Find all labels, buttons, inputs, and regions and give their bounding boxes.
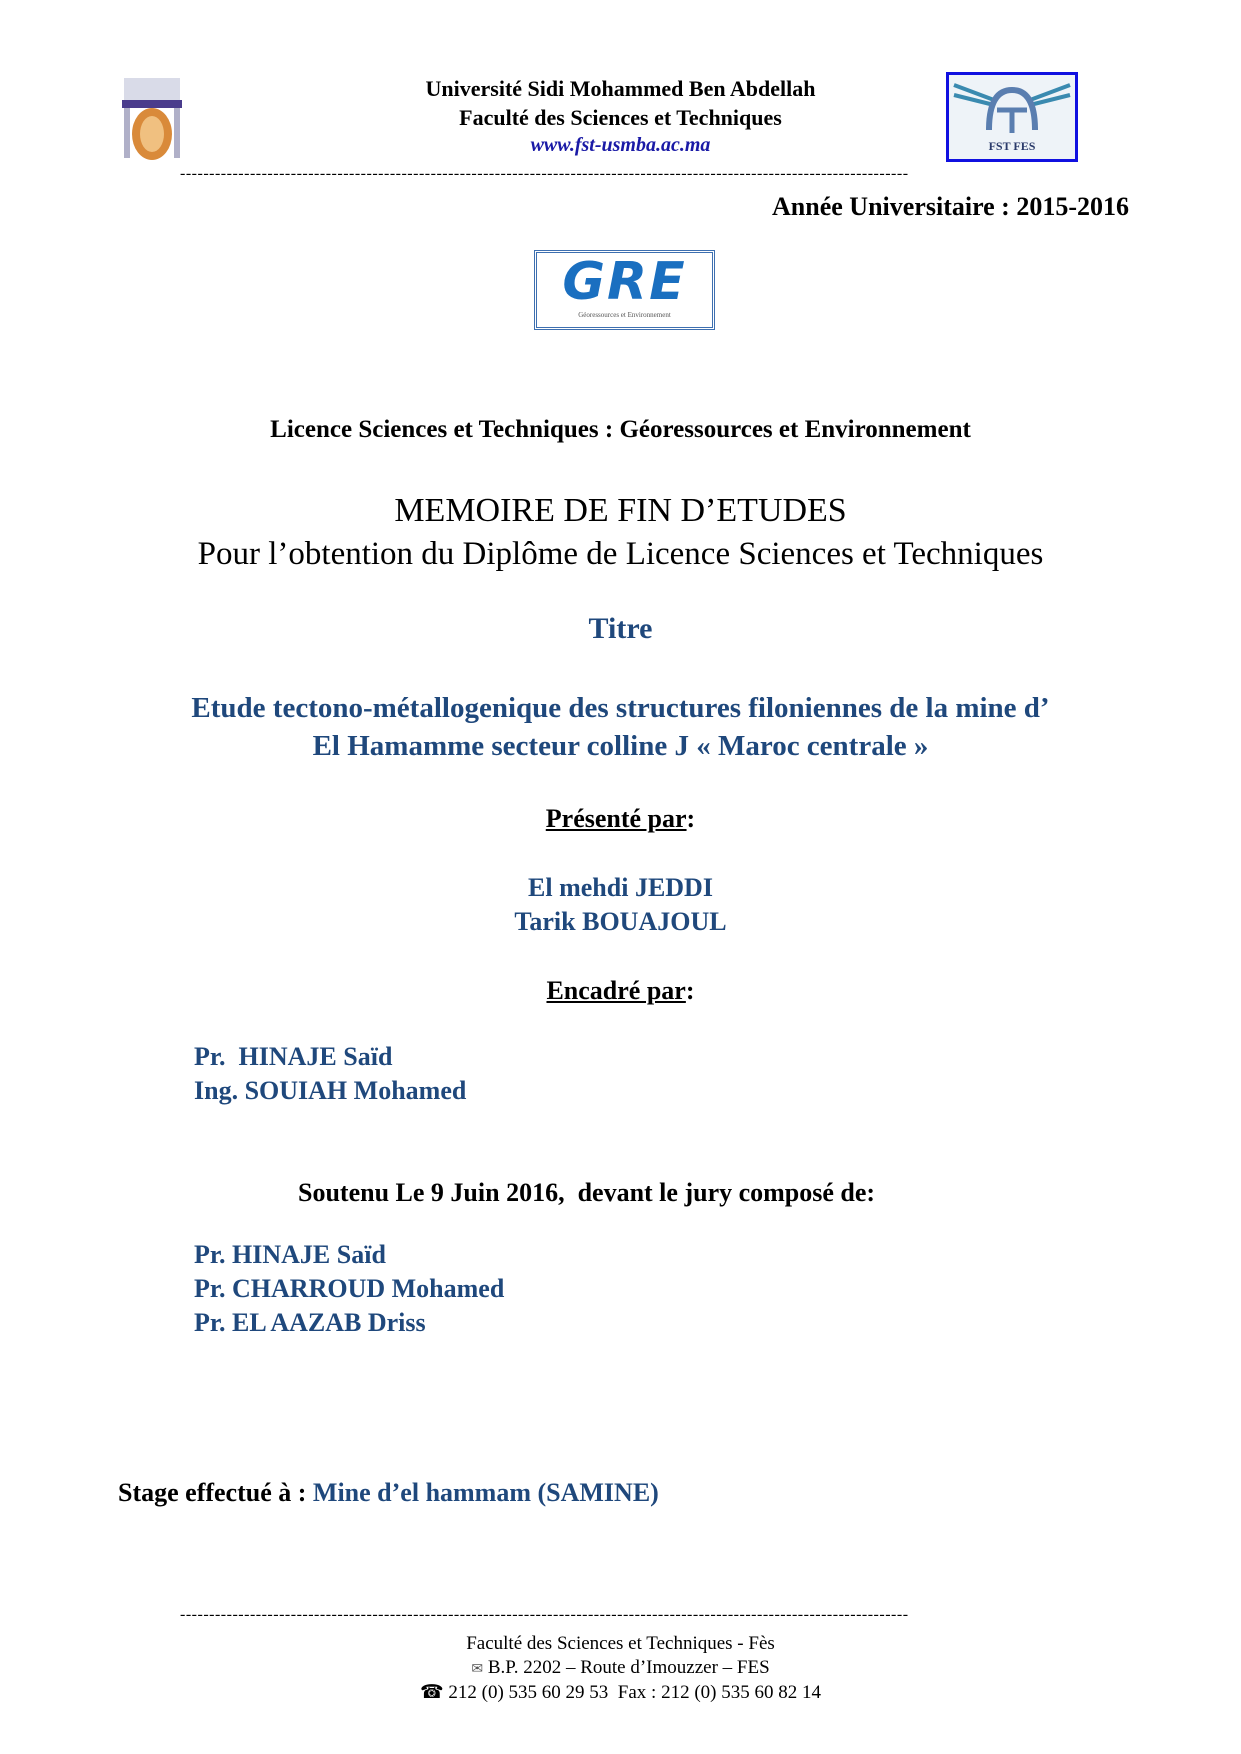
gre-logo-text: GRE — [562, 252, 687, 312]
memoire-subtitle: Pour l’obtention du Diplôme de Licence Sciences et Techniques — [197, 536, 1044, 572]
thesis-title-line1: Etude tectono-métallogenique des structures filoniennes de la mine d’ — [191, 692, 1050, 724]
footer-separator: ----------------------------------------------------------------------------------------------------------------------------- — [180, 1606, 909, 1623]
phone-icon: ☎ — [419, 1682, 444, 1703]
footer-address — [0, 1657, 1241, 1679]
jury-member: Pr. CHARROUD Mohamed — [194, 1274, 505, 1303]
internship-label: Stage effectué à : — [118, 1478, 313, 1507]
jury-member: Pr. HINAJE Saïd — [194, 1240, 386, 1269]
presenter-name: El mehdi JEDDI — [528, 873, 713, 902]
fst-fes-logo-text: FST FES — [988, 139, 1036, 153]
thesis-title-line2: El Hamamme secteur colline J « Maroc centrale » — [312, 730, 929, 762]
jury-member: Pr. EL AAZAB Driss — [194, 1308, 426, 1337]
mail-icon: ✉ — [471, 1662, 484, 1677]
faculty-name: Faculté des Sciences et Techniques — [459, 105, 782, 130]
gre-logo-subtitle: Géoressources et Environnement — [578, 311, 671, 319]
supervised-by-heading: Encadré par: — [546, 976, 695, 1005]
supervised-by-label: Encadré par — [546, 976, 686, 1005]
website-link[interactable]: www.fst-usmba.ac.ma — [530, 134, 711, 156]
internship-line — [118, 1478, 659, 1508]
footer-faculty: Faculté des Sciences et Techniques - Fès — [466, 1633, 775, 1654]
supervisor-name: Pr. HINAJE Saïd — [194, 1042, 393, 1071]
presented-by-heading: Présenté par: — [545, 804, 696, 833]
university-name: Université Sidi Mohammed Ben Abdellah — [425, 76, 816, 101]
footer-phone — [0, 1681, 1241, 1704]
internship-place: Mine d’el hammam (SAMINE) — [312, 1478, 659, 1507]
footer-phone-text: 212 (0) 535 60 29 53 Fax : 212 (0) 535 60 82 14 — [448, 1682, 821, 1703]
program-name: Licence Sciences et Techniques : Géoressources et Environnement — [270, 416, 971, 443]
titre-label: Titre — [588, 612, 653, 645]
footer-address-text: B.P. 2202 – Route d’Imouzzer – FES — [487, 1657, 770, 1678]
academic-year: Année Universitaire : 2015-2016 — [772, 192, 1129, 221]
memoire-title: MEMOIRE DE FIN D’ETUDES — [394, 492, 847, 529]
presented-by-label: Présenté par — [545, 804, 687, 833]
presenter-name: Tarik BOUAJOUL — [514, 907, 727, 936]
header-separator: ----------------------------------------------------------------------------------------------------------------------------- — [180, 165, 909, 182]
supervisor-name: Ing. SOUIAH Mohamed — [194, 1076, 467, 1105]
defense-text: Soutenu Le 9 Juin 2016, devant le jury composé de: — [298, 1178, 876, 1207]
gre-logo — [534, 250, 715, 330]
fst-fes-logo — [946, 72, 1078, 162]
